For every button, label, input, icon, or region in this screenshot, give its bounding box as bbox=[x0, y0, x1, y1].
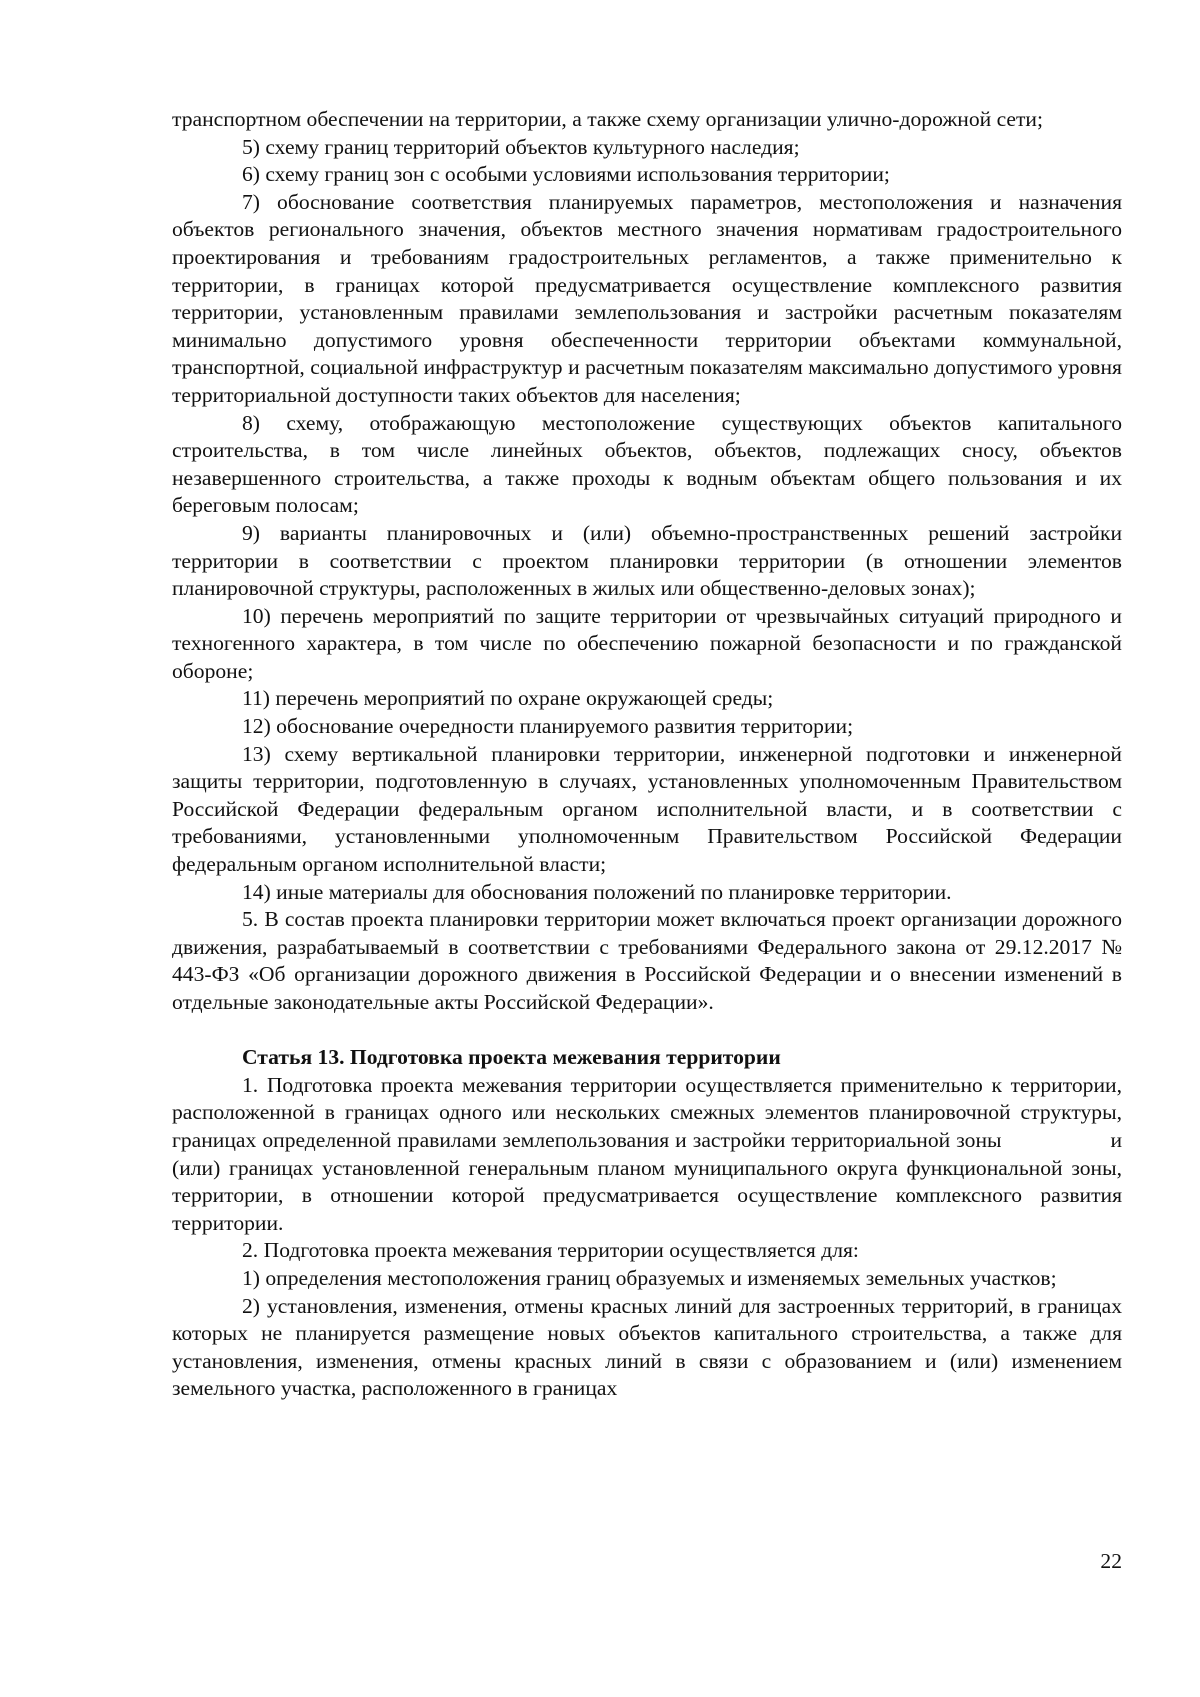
list-item-8: 8) схему, отображающую местоположение существующих объектов капитального строительства, в том числе линейных объектов, объектов, подлежащих сносу, объектов незавершенного строительства, а также проходы к водным объектам общего пользования и их береговым полосам; bbox=[172, 410, 1122, 518]
list-item-11: 11) перечень мероприятий по охране окружающей среды; bbox=[242, 686, 774, 711]
list-item-10: 10) перечень мероприятий по защите территории от чрезвычайных ситуаций природного и техногенного характера, в том числе по обеспечению пожарной безопасности и по гражданской обороне; bbox=[172, 603, 1122, 683]
article-point-2: 2. Подготовка проекта межевания территории осуществляется для: bbox=[242, 1238, 859, 1263]
section-spacer bbox=[172, 1017, 1122, 1045]
list-item-14: 14) иные материалы для обоснования положений по планировке территории. bbox=[242, 879, 952, 904]
paragraph-continuation: транспортном обеспечении на территории, а также схему организации улично-дорожной сети; bbox=[172, 107, 1043, 131]
list-item-6: 6) схему границ зон с особыми условиями использования территории; bbox=[242, 162, 890, 187]
article-subitem-1: 1) определения местоположения границ образуемых и изменяемых земельных участков; bbox=[242, 1265, 1057, 1290]
list-item-5: 5) схему границ территорий объектов культурного наследия; bbox=[242, 134, 800, 159]
list-item-9: 9) варианты планировочных и (или) объемно-пространственных решений застройки территории в соответствии с проектом планировки территории (в отношении элементов планировочной структуры, расположенных в жилых или общественно-деловых зонах); bbox=[172, 520, 1122, 601]
article-point-1: 1. Подготовка проекта межевания территории осуществляется применительно к территории, расположенной в границах одного или нескольких смежных элементов планировочной структуры, границах определенной правилами землепользования и застройки территориальной зоны и (или) границах установленной генеральным планом муниципального округа функциональной зоны, территории, в отношении которой предусматривается осуществление комплексного развития территории. bbox=[172, 1072, 1128, 1235]
page-number: 22 bbox=[1100, 1549, 1122, 1573]
list-item-7: 7) обоснование соответствия планируемых параметров, местоположения и назначения объектов регионального значения, объектов местного значения нормативам градостроительного проектирования и требованиям градостроительных регламентов, а также применительно к территории, в границах которой предусматривается осуществление комплексного развития территории, установленным правилами землепользования и застройки расчетным показателям минимально допустимого уровня обеспеченности территории объектами коммунальной, транспортной, социальной инфраструктур и расчетным показателям максимально допустимого уровня территориальной доступности таких объектов для населения; bbox=[172, 189, 1122, 407]
article-subitem-2: 2) установления, изменения, отмены красных линий для застроенных территорий, в границах которых не планируется размещение новых объектов капитального строительства, а также для установления, изменения, отмены красных линий в связи с образованием и (или) изменением земельного участка, расположенного в границах bbox=[172, 1293, 1122, 1401]
section-point-5: 5. В состав проекта планировки территории может включаться проект организации дорожного движения, разрабатываемый в соответствии с требованиями Федерального закона от 29.12.2017 № 443-ФЗ «Об организации дорожного движения в Российской Федерации и о внесении изменений в отдельные законодательные акты Российской Федерации». bbox=[172, 907, 1122, 1014]
document-page bbox=[172, 106, 1128, 1403]
list-item-12: 12) обоснование очередности планируемого развития территории; bbox=[242, 714, 854, 739]
article-heading: Статья 13. Подготовка проекта межевания территории bbox=[242, 1045, 781, 1070]
list-item-13: 13) схему вертикальной планировки территории, инженерной подготовки и инженерной защиты территории, подготовленную в случаях, установленных уполномоченным Правительством Российской Федерации федеральным органом исполнительной власти, и в соответствии с требованиями, установленными уполномоченным Правительством Российской Федерации федеральным органом исполнительной власти; bbox=[172, 741, 1122, 877]
